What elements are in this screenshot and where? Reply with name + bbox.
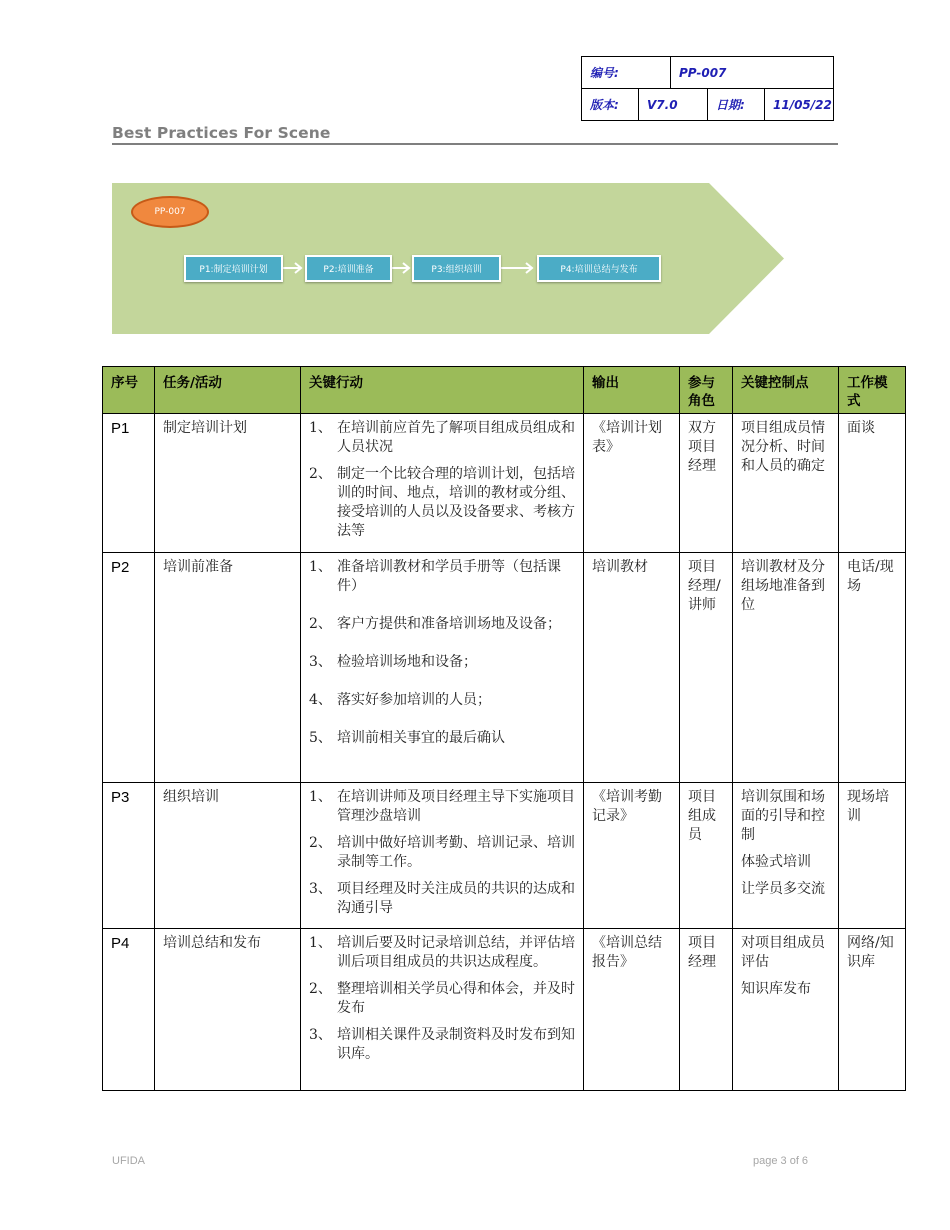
row-actions xyxy=(301,929,584,1091)
header-role: 参与角色 xyxy=(680,367,733,414)
row-output: 《培训计划表》 xyxy=(584,414,680,553)
process-code-oval: PP-007 xyxy=(131,196,209,228)
table-header-row xyxy=(103,367,906,414)
process-step-3: P3:组织培训 xyxy=(412,255,501,282)
row-task: 制定培训计划 xyxy=(155,414,301,553)
doc-date-value: 11/05/22 xyxy=(765,89,834,121)
list-item: 1、 在培训讲师及项目经理主导下实施项目管理沙盘培训 xyxy=(309,789,575,824)
table-row xyxy=(103,414,906,553)
row-control: 培训氛围和场面的引导和控制 体验式培训 让学员多交流 xyxy=(733,783,839,929)
row-id: P4 xyxy=(103,929,155,1091)
header-seq: 序号 xyxy=(103,367,155,414)
page-title: Best Practices For Scene xyxy=(112,124,331,142)
row-task: 组织培训 xyxy=(155,783,301,929)
process-table xyxy=(102,366,906,1091)
process-step-1: P1:制定培训计划 xyxy=(184,255,283,282)
doc-version-label: 版本: xyxy=(582,89,639,121)
list-item: 5、 培训前相关事宜的最后确认 xyxy=(309,730,505,746)
header-task: 任务/活动 xyxy=(155,367,301,414)
document-info-table xyxy=(581,56,834,121)
row-control: 培训教材及分组场地准备到位 xyxy=(733,553,839,783)
row-id: P2 xyxy=(103,553,155,783)
row-role: 项目经理/讲师 xyxy=(680,553,733,783)
list-item: 2、 客户方提供和准备培训场地及设备； xyxy=(309,616,561,632)
list-item: 2、 整理培训相关学员心得和体会，并及时发布 xyxy=(309,981,575,1016)
doc-date-label: 日期: xyxy=(708,89,765,121)
row-output: 《培训考勤记录》 xyxy=(584,783,680,929)
list-item: 1、 在培训前应首先了解项目组成员组成和人员状况 xyxy=(309,420,575,455)
list-item: 3、 培训相关课件及录制资料及时发布到知识库。 xyxy=(309,1027,575,1062)
process-step-2: P2:培训准备 xyxy=(305,255,392,282)
doc-code-label: 编号: xyxy=(582,57,671,89)
list-item: 3、 项目经理及时关注成员的共识的达成和沟通引导 xyxy=(309,881,575,916)
row-control: 项目组成员情况分析、时间和人员的确定 xyxy=(733,414,839,553)
row-mode: 现场培训 xyxy=(839,783,906,929)
row-task: 培训前准备 xyxy=(155,553,301,783)
header-actions: 关键行动 xyxy=(301,367,584,414)
table-row xyxy=(103,553,906,783)
row-actions xyxy=(301,783,584,929)
list-item: 4、 落实好参加培训的人员； xyxy=(309,692,491,708)
row-actions xyxy=(301,414,584,553)
list-item: 1、 培训后要及时记录培训总结，并评估培训后项目组成员的共识达成程度。 xyxy=(309,935,575,970)
list-item: 3、 检验培训场地和设备； xyxy=(309,654,477,670)
row-role: 双方项目经理 xyxy=(680,414,733,553)
row-role: 项目经理 xyxy=(680,929,733,1091)
footer-page-number: page 3 of 6 xyxy=(753,1155,809,1167)
table-row xyxy=(103,783,906,929)
footer-company: UFIDA xyxy=(112,1155,145,1167)
row-control: 对项目组成员评估 知识库发布 xyxy=(733,929,839,1091)
title-divider xyxy=(112,143,838,145)
row-actions xyxy=(301,553,584,783)
header-control: 关键控制点 xyxy=(733,367,839,414)
row-output: 《培训总结报告》 xyxy=(584,929,680,1091)
row-mode: 网络/知识库 xyxy=(839,929,906,1091)
row-role: 项目组成员 xyxy=(680,783,733,929)
doc-code-value: PP-007 xyxy=(671,57,834,89)
list-item: 2、 培训中做好培训考勤、培训记录、培训录制等工作。 xyxy=(309,835,575,870)
doc-version-value: V7.0 xyxy=(639,89,708,121)
header-output: 输出 xyxy=(584,367,680,414)
row-task: 培训总结和发布 xyxy=(155,929,301,1091)
row-id: P1 xyxy=(103,414,155,553)
list-item: 2、 制定一个比较合理的培训计划，包括培训的时间、地点，培训的教材或分组、接受培训的人员以及设备要求、考核方法等 xyxy=(309,466,575,539)
list-item: 1、 准备培训教材和学员手册等（包括课件） xyxy=(309,559,561,594)
row-id: P3 xyxy=(103,783,155,929)
process-step-4: P4:培训总结与发布 xyxy=(537,255,661,282)
row-output: 培训教材 xyxy=(584,553,680,783)
row-mode: 面谈 xyxy=(839,414,906,553)
table-row xyxy=(103,929,906,1091)
header-mode: 工作模式 xyxy=(839,367,906,414)
row-mode: 电话/现场 xyxy=(839,553,906,783)
